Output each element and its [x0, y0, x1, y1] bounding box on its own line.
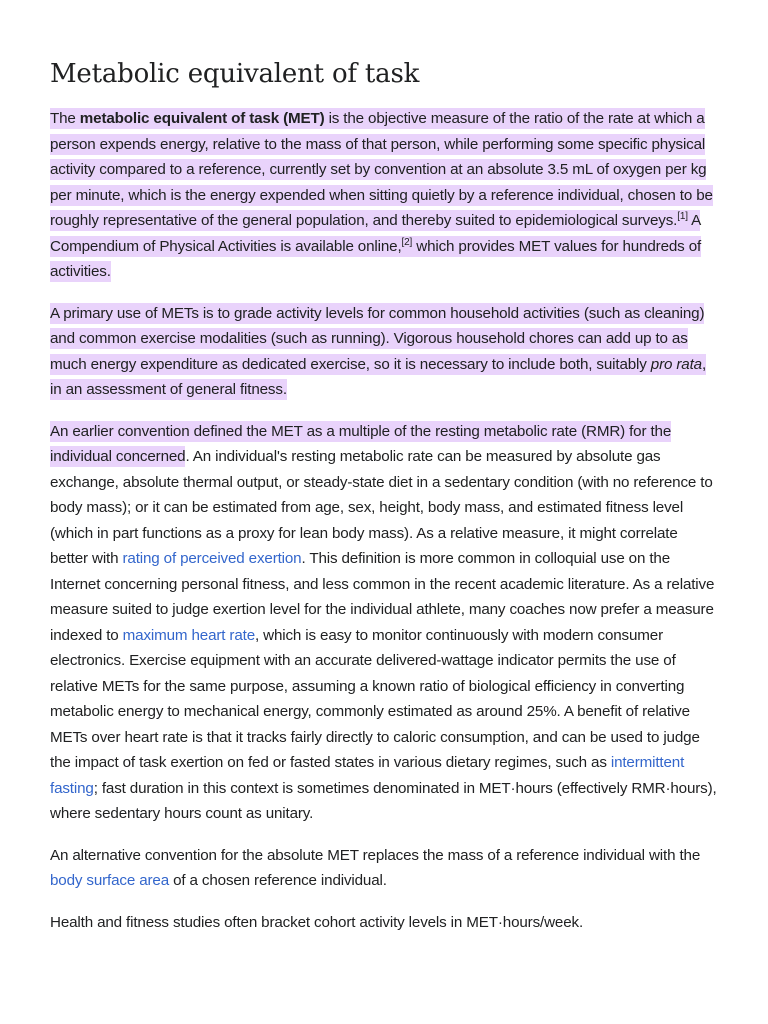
paragraph-primary-use — [50, 301, 718, 403]
link-intermittent-fasting[interactable]: intermittent fasting — [50, 754, 685, 797]
paragraph-alternative-convention — [50, 843, 718, 894]
paragraph-definition — [50, 106, 718, 285]
paragraph-health-studies — [50, 910, 718, 936]
link-body-surface-area[interactable]: body surface area — [50, 872, 170, 889]
text-span: of a chosen reference individual. — [169, 872, 387, 889]
text-span: A primary use of METs is to grade activity levels for common household activities (such as cleaning) and common exercise modalities (such as running). Vigorous household chores can add up to as much energy expenditure as dedicated exercise, so it is necessary to include both, suitably — [50, 304, 705, 373]
highlight-definition[interactable] — [50, 108, 713, 282]
highlight-earlier-convention[interactable]: An earlier convention defined the MET as a multiple of the resting metabolic rate (RMR) for the individual concerned — [50, 422, 672, 465]
citation-link-2[interactable]: [2] — [401, 236, 413, 248]
highlight-primary-use[interactable] — [50, 303, 706, 401]
text-span: . An individual's resting metabolic rate can be measured by absolute gas exchange, absolute thermal output, or steady-state diet in a sedentary condition (with no reference to body mass); or it can be estimated from age, sex, height, body mass, and estimated fitness level (which in part functions as a proxy for lean body mass). As a relative measure, it might correlate better with — [50, 448, 713, 567]
text-span: The — [50, 110, 80, 127]
text-span: , which is easy to monitor continuously with modern consumer electronics. Exercise equipment with an accurate delivered-wattage indicator permits the use of relative METs for the same purpose, assuming a known ratio of biological efficiency in converting metabolic energy to mechanical energy, commonly estimated as around 25%. A benefit of relative METs over heart rate is that it tracks fairly directly to caloric consumption, and can be used to judge the impact of task exertion on fed or fasted states in various dietary regimes, such as — [50, 626, 700, 771]
text-span: An alternative convention for the absolute MET replaces the mass of a reference individual with the — [50, 846, 701, 864]
text-span: A Compendium of Physical Activities is available online, — [50, 212, 701, 255]
link-maximum-heart-rate[interactable]: maximum heart rate — [122, 626, 255, 644]
paragraph-earlier-convention — [50, 419, 718, 827]
text-span: , in an assessment of general fitness. — [50, 355, 707, 398]
text-span: is the objective measure of the ratio of the rate at which a person expends energy, relative to the mass of that person, while performing some specific physical activity compared to a reference, currently set by convention at an absolute 3.5 mL of oxygen per kg per minute, which is the energy expended when sitting quietly by a reference individual, chosen to be roughly representative of the general population, and thereby suited to epidemiological surveys. — [50, 110, 713, 229]
bold-term: metabolic equivalent of task (MET) — [79, 110, 325, 127]
citation-ref-1[interactable] — [677, 211, 688, 222]
citation-ref-2[interactable] — [402, 236, 413, 247]
article-title: Metabolic equivalent of task — [50, 59, 420, 89]
text-span: ; fast duration in this context is sometimes denominated in MET·hours (effectively RMR·hours), where sedentary hours count as unitary. — [50, 779, 717, 822]
italic-term: pro rata — [650, 355, 702, 373]
text-span: which provides MET values for hundreds of activities. — [50, 237, 702, 280]
link-rating-of-perceived-exertion[interactable]: rating of perceived exertion — [122, 550, 302, 567]
text-span: Health and fitness studies often bracket cohort activity levels in MET·hours/week. — [50, 913, 584, 931]
citation-link-1[interactable]: [1] — [677, 210, 688, 222]
text-span: . This definition is more common in colloquial use on the Internet concerning personal fitness, and less common in the recent academic literature. As a relative measure suited to judge exertion level for the individual athlete, many coaches now prefer a measure indexed to — [50, 550, 715, 644]
